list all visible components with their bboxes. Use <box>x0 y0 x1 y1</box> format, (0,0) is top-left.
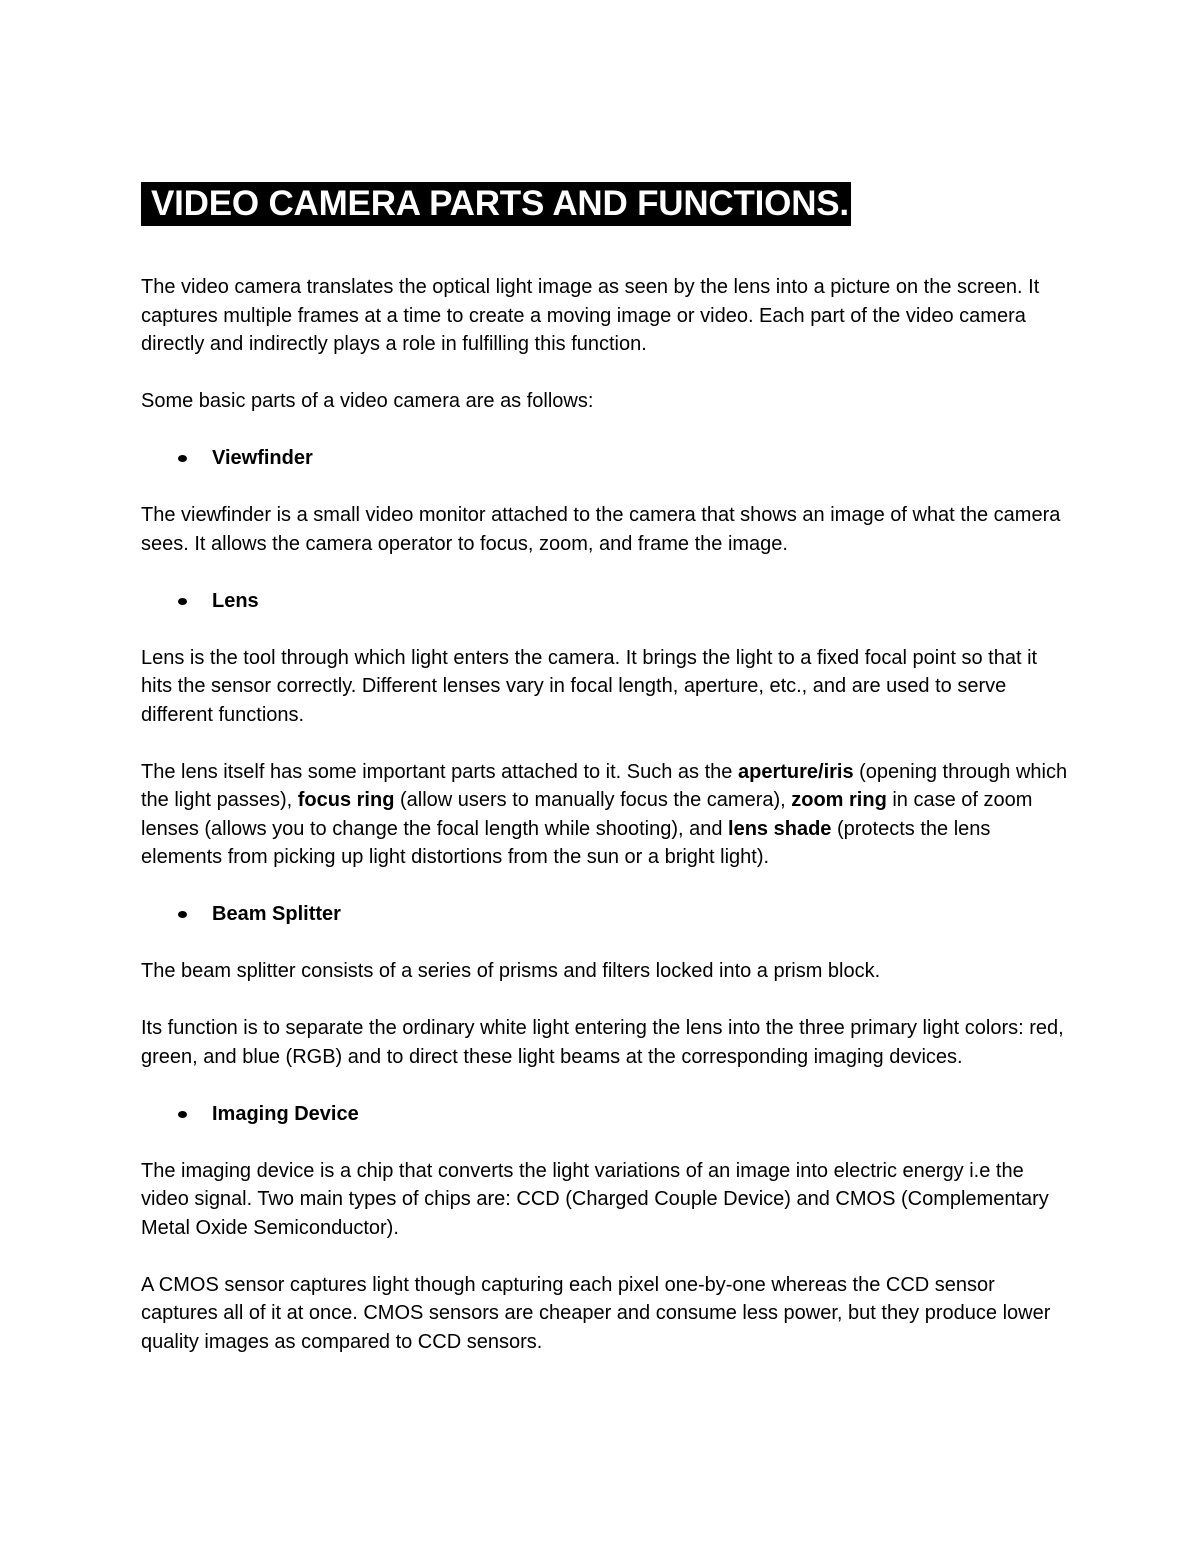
bullet-viewfinder <box>141 444 1071 473</box>
lens-heading: Lens <box>212 589 259 612</box>
bullet-imaging-device <box>141 1100 1071 1129</box>
spacer <box>141 558 1071 587</box>
lens-parts-text-4: in case of zoom lenses (allows you to change the focal length while shooting), and <box>141 789 1033 840</box>
bullet-dot-icon <box>178 598 187 605</box>
spacer <box>141 986 1071 1015</box>
lens-paragraph: Lens is the tool through which light enters the camera. It brings the light to a fixed focal point so that it hits the sensor correctly. Different lenses vary in focal length, aperture, etc., and are used to serve different functions. <box>141 646 1038 726</box>
bullet-dot-icon <box>178 1111 187 1118</box>
spacer <box>141 473 1071 502</box>
beam-splitter-paragraph-1: The beam splitter consists of a series of prisms and filters locked into a prism block. <box>141 960 881 982</box>
bullet-beam-splitter <box>141 900 1071 929</box>
lens-parts-text-5: (protects the lens elements from picking up light distortions from the sun or a bright light). <box>141 817 991 868</box>
lens-part-zoom-ring: zoom ring <box>791 789 887 811</box>
spacer <box>141 1071 1071 1100</box>
parts-intro-paragraph: Some basic parts of a video camera are as follows: <box>141 390 594 412</box>
lens-part-aperture: aperture/iris <box>737 760 854 783</box>
imaging-device-paragraph-1: The imaging device is a chip that converts the light variations of an image into electric energy i.e the video signal. Two main types of chips are: CCD (Charged Couple Device) and CMOS (Complementary Metal Oxide Semiconductor). <box>141 1159 1049 1239</box>
imaging-device-heading: Imaging Device <box>212 1102 359 1125</box>
bullet-dot-icon <box>178 455 187 462</box>
lens-part-focus-ring: focus ring <box>297 789 395 811</box>
document-page <box>141 182 1071 1356</box>
bullet-dot-icon <box>178 911 187 918</box>
lens-parts-paragraph <box>141 758 1071 872</box>
lens-parts-text-2: (opening through which the light passes), <box>141 760 1068 811</box>
spacer <box>141 872 1071 901</box>
beam-splitter-heading: Beam Splitter <box>212 903 341 925</box>
spacer <box>141 1242 1071 1271</box>
lens-part-lens-shade: lens shade <box>728 817 832 840</box>
intro-paragraph: The video camera translates the optical light image as seen by the lens into a picture on the screen. It captures multiple frames at a time to create a moving image or video. Each part of the video camera directly and indirectly plays a role in fulfilling this function. <box>141 276 1040 355</box>
spacer <box>141 359 1071 388</box>
lens-parts-text-3: (allow users to manually focus the camera), <box>394 789 792 811</box>
spacer <box>141 929 1071 958</box>
bullet-lens <box>141 587 1071 616</box>
lens-parts-text-1: The lens itself has some important parts attached to it. Such as the <box>141 760 738 783</box>
spacer <box>141 1128 1071 1157</box>
imaging-device-paragraph-2: A CMOS sensor captures light though capturing each pixel one-by-one whereas the CCD sensor captures all of it at once. CMOS sensors are cheaper and consume less power, but they produce lower quality images as compared to CCD sensors. <box>141 1273 1051 1353</box>
page-title: VIDEO CAMERA PARTS AND FUNCTIONS. <box>141 182 851 226</box>
spacer <box>141 615 1071 644</box>
spacer <box>141 226 1071 273</box>
spacer <box>141 729 1071 758</box>
spacer <box>141 416 1071 445</box>
beam-splitter-paragraph-2: Its function is to separate the ordinary white light entering the lens into the three primary light colors: red, green, and blue (RGB) and to direct these light beams at the corresponding imaging devices. <box>141 1017 1064 1068</box>
viewfinder-heading: Viewfinder <box>212 447 313 469</box>
viewfinder-paragraph: The viewfinder is a small video monitor attached to the camera that shows an image of what the camera sees. It allows the camera operator to focus, zoom, and frame the image. <box>141 504 1061 555</box>
